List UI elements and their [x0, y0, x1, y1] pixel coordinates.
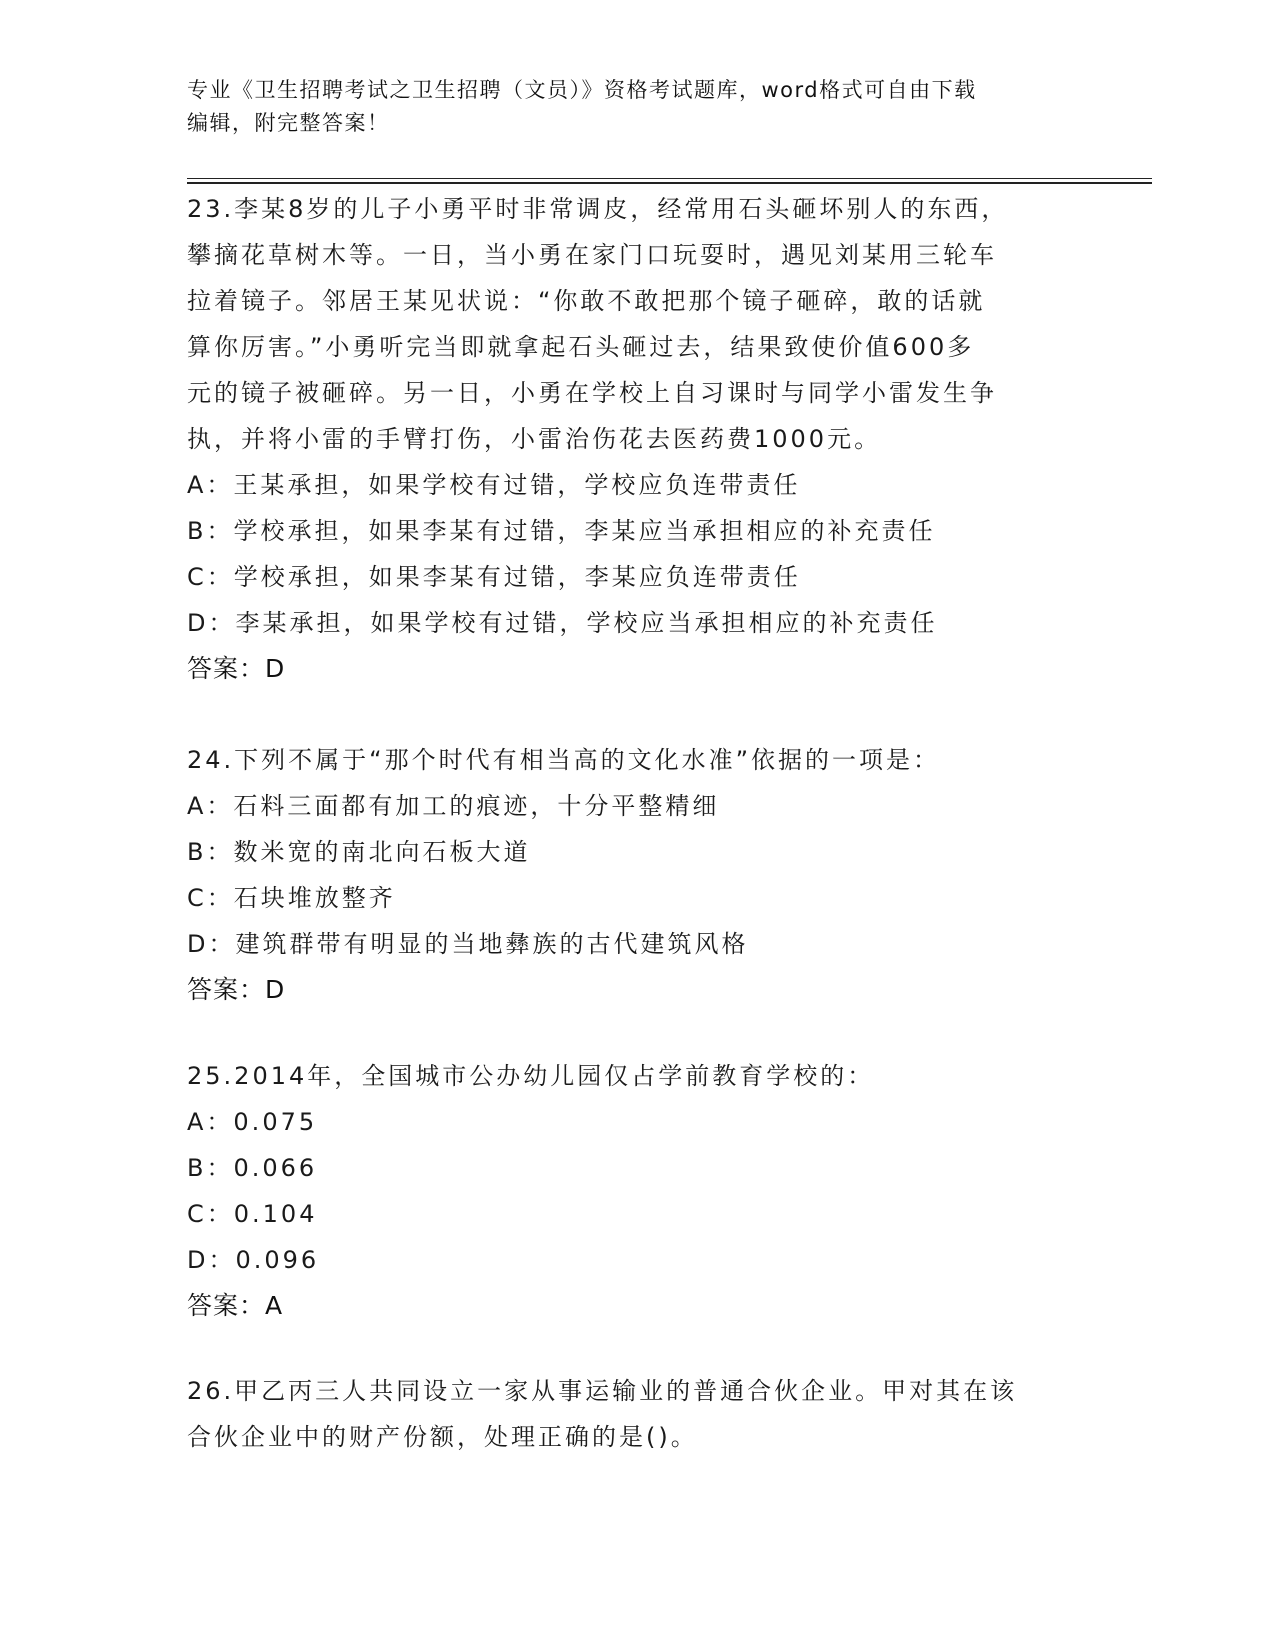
option-c: C：0.104: [187, 1200, 318, 1228]
question-stem-line: 24.下列不属于“那个时代有相当高的文化水准”依据的一项是：: [187, 746, 941, 774]
header-divider-thin: [187, 178, 1152, 179]
question-25: [187, 1053, 1087, 1329]
question-stem-line: 26.甲乙丙三人共同设立一家从事运输业的普通合伙企业。甲对其在该: [187, 1377, 1018, 1405]
question-stem-line: 25.2014年，全国城市公办幼儿园仅占学前教育学校的：: [187, 1062, 875, 1090]
option-b: B：学校承担，如果李某有过错，李某应当承担相应的补充责任: [187, 517, 936, 545]
option-a: A：石料三面都有加工的痕迹，十分平整精细: [187, 792, 720, 820]
option-d: D：建筑群带有明显的当地彝族的古代建筑风格: [187, 930, 749, 958]
answer-line: 答案：A: [187, 1291, 284, 1320]
question-stem-line: 合伙企业中的财产份额，处理正确的是()。: [187, 1423, 698, 1451]
header-line-1: 专业《卫生招聘考试之卫生招聘（文员）》资格考试题库，word格式可自由下载: [187, 78, 977, 102]
answer-line: 答案：D: [187, 975, 286, 1004]
option-d: D：李某承担，如果学校有过错，学校应当承担相应的补充责任: [187, 609, 938, 637]
question-stem-line: 元的镜子被砸碎。另一日，小勇在学校上自习课时与同学小雷发生争: [187, 379, 997, 407]
question-stem-line: 拉着镜子。邻居王某见状说：“你敢不敢把那个镜子砸碎，敢的话就: [187, 287, 986, 315]
option-a: A：王某承担，如果学校有过错，学校应负连带责任: [187, 471, 801, 499]
question-stem-line: 攀摘花草树木等。一日，当小勇在家门口玩耍时，遇见刘某用三轮车: [187, 241, 997, 269]
option-b: B：0.066: [187, 1154, 318, 1182]
document-header: [187, 74, 1087, 140]
answer-line: 答案：D: [187, 654, 286, 683]
question-stem-line: 执，并将小雷的手臂打伤，小雷治伤花去医药费1000元。: [187, 425, 882, 453]
option-b: B：数米宽的南北向石板大道: [187, 838, 531, 866]
header-line-2: 编辑，附完整答案！: [187, 111, 390, 135]
question-stem-line: 算你厉害。”小勇听完当即就拿起石头砸过去，结果致使价值600多: [187, 333, 975, 361]
option-d: D：0.096: [187, 1246, 320, 1274]
option-c: C：学校承担，如果李某有过错，李某应负连带责任: [187, 563, 801, 591]
option-c: C：石块堆放整齐: [187, 884, 396, 912]
question-26: [187, 1368, 1087, 1460]
question-stem-line: 23.李某8岁的儿子小勇平时非常调皮，经常用石头砸坏别人的东西，: [187, 195, 1009, 223]
question-24: [187, 737, 1087, 1013]
question-23: [187, 186, 1087, 692]
header-divider-thick: [187, 182, 1152, 184]
option-a: A：0.075: [187, 1108, 318, 1136]
